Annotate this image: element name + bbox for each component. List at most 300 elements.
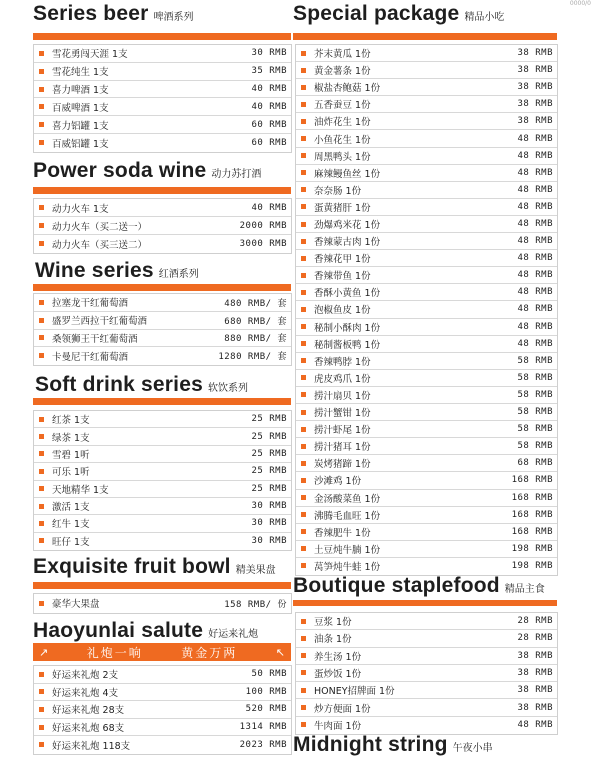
bullet-square-icon xyxy=(301,51,306,56)
item-price: 2000 RMB xyxy=(239,220,287,231)
menu-item xyxy=(34,45,291,63)
bullet-square-icon xyxy=(301,153,306,158)
menu-item xyxy=(296,233,557,250)
section-bar xyxy=(33,187,291,194)
item-name: 动力火车（买二送一） xyxy=(52,221,148,233)
bullet-square-icon xyxy=(39,725,44,730)
arrow-up-right-icon: ↗ xyxy=(39,645,49,659)
item-price: 880 RMB/ 套 xyxy=(224,334,287,345)
bullet-square-icon xyxy=(301,705,306,710)
bullet-square-icon xyxy=(301,85,306,90)
item-name: 桑领狮王干红葡萄酒 xyxy=(52,333,138,345)
menu-list-soft xyxy=(33,410,292,551)
item-name: 沙滩鸡 1份 xyxy=(314,476,362,488)
bullet-square-icon xyxy=(301,546,306,551)
item-name: 油条 1份 xyxy=(314,634,352,646)
bullet-square-icon xyxy=(301,256,306,261)
item-price: 1280 RMB/ 套 xyxy=(218,352,287,363)
bullet-square-icon xyxy=(301,478,306,483)
bullet-square-icon xyxy=(301,119,306,124)
item-price: 35 RMB xyxy=(251,66,287,77)
item-price: 38 RMB xyxy=(517,65,553,76)
bullet-square-icon xyxy=(301,392,306,397)
bullet-square-icon xyxy=(39,707,44,712)
bullet-square-icon xyxy=(39,69,44,74)
item-price: 58 RMB xyxy=(517,424,553,435)
item-name: 动力火车（买三送二） xyxy=(52,239,148,251)
item-price: 38 RMB xyxy=(517,650,553,661)
item-price: 158 RMB/ 份 xyxy=(224,599,287,610)
section-heading-wine xyxy=(35,259,199,283)
menu-list-staple xyxy=(295,612,558,735)
bullet-square-icon xyxy=(39,87,44,92)
bullet-square-icon xyxy=(39,601,44,606)
item-price: 40 RMB xyxy=(251,101,287,112)
arrow-up-left-icon: ↖ xyxy=(275,645,285,659)
bullet-square-icon xyxy=(301,512,306,517)
menu-item xyxy=(34,481,291,498)
item-name: 盛罗兰西拉干红葡萄酒 xyxy=(52,316,148,328)
corner-text: 0000/0 xyxy=(569,0,591,7)
item-name: 炒方便面 1份 xyxy=(314,703,371,715)
item-name: 激活 1支 xyxy=(52,502,90,514)
menu-item xyxy=(296,455,557,472)
item-price: 48 RMB xyxy=(517,184,553,195)
item-name: 香辣鸭脖 1份 xyxy=(314,356,371,368)
section-subtitle: 动力苏打酒 xyxy=(211,169,262,180)
menu-item xyxy=(34,312,291,330)
menu-item xyxy=(296,284,557,301)
bullet-square-icon xyxy=(301,722,306,727)
section-subtitle: 精品小吃 xyxy=(464,12,505,23)
item-price: 168 RMB xyxy=(511,475,553,486)
bullet-square-icon xyxy=(301,290,306,295)
section-subtitle: 午夜小串 xyxy=(452,743,493,754)
item-name: 红茶 1支 xyxy=(52,415,90,427)
item-price: 38 RMB xyxy=(517,82,553,93)
item-name: 蛋黄猪肝 1份 xyxy=(314,202,371,214)
item-price: 58 RMB xyxy=(517,355,553,366)
item-price: 48 RMB xyxy=(517,719,553,730)
item-name: 雪花勇闯天涯 1支 xyxy=(52,49,128,61)
menu-item xyxy=(34,99,291,117)
menu-list-beer xyxy=(33,44,292,153)
item-price: 58 RMB xyxy=(517,389,553,400)
menu-item xyxy=(296,267,557,284)
menu-item xyxy=(34,217,291,235)
bullet-square-icon xyxy=(301,653,306,658)
item-name: 香辣肥牛 1份 xyxy=(314,527,371,539)
item-price: 168 RMB xyxy=(511,492,553,503)
bullet-square-icon xyxy=(301,187,306,192)
item-price: 2023 RMB xyxy=(239,739,287,750)
menu-item xyxy=(296,165,557,182)
menu-item xyxy=(296,648,557,665)
item-price: 48 RMB xyxy=(517,201,553,212)
item-price: 48 RMB xyxy=(517,236,553,247)
bullet-square-icon xyxy=(301,636,306,641)
bullet-square-icon xyxy=(39,451,44,456)
menu-item xyxy=(296,682,557,699)
bullet-square-icon xyxy=(301,375,306,380)
bullet-square-icon xyxy=(39,205,44,210)
item-price: 58 RMB xyxy=(517,372,553,383)
bullet-square-icon xyxy=(39,504,44,509)
item-price: 38 RMB xyxy=(517,48,553,59)
menu-item xyxy=(296,216,557,233)
item-price: 48 RMB xyxy=(517,167,553,178)
item-name: 好运来礼炮 68支 xyxy=(52,723,125,735)
item-price: 25 RMB xyxy=(251,448,287,459)
item-name: 金汤酸菜鱼 1份 xyxy=(314,493,381,505)
bullet-square-icon xyxy=(39,486,44,491)
bullet-square-icon xyxy=(39,140,44,145)
bullet-square-icon xyxy=(301,358,306,363)
item-price: 40 RMB xyxy=(251,202,287,213)
bullet-square-icon xyxy=(39,241,44,246)
bullet-square-icon xyxy=(301,495,306,500)
bullet-square-icon xyxy=(301,204,306,209)
bullet-square-icon xyxy=(301,68,306,73)
item-price: 480 RMB/ 套 xyxy=(224,298,287,309)
item-name: 周黑鸭头 1份 xyxy=(314,151,371,163)
menu-item xyxy=(34,719,291,737)
menu-list-special xyxy=(295,44,558,576)
item-price: 30 RMB xyxy=(251,501,287,512)
item-name: 好运来礼炮 2支 xyxy=(52,670,119,682)
menu-item xyxy=(296,558,557,574)
item-name: 炭烤猪蹄 1份 xyxy=(314,459,371,471)
section-subtitle: 红酒系列 xyxy=(158,269,199,280)
bullet-square-icon xyxy=(301,619,306,624)
bullet-square-icon xyxy=(301,444,306,449)
item-price: 38 RMB xyxy=(517,702,553,713)
section-heading-staple xyxy=(293,574,545,598)
item-name: 香辣带鱼 1份 xyxy=(314,271,371,283)
item-name: 豪华大果盘 xyxy=(52,599,100,610)
bullet-square-icon xyxy=(301,307,306,312)
section-subtitle: 精品主食 xyxy=(504,584,545,595)
menu-item xyxy=(34,411,291,428)
bullet-square-icon xyxy=(301,170,306,175)
item-price: 25 RMB xyxy=(251,483,287,494)
item-name: 芥末黄瓜 1份 xyxy=(314,49,371,61)
section-heading-soft xyxy=(35,373,248,397)
bullet-square-icon xyxy=(301,410,306,415)
item-name: HONEY招牌面 1份 xyxy=(314,686,395,698)
item-name: 虎皮鸡爪 1份 xyxy=(314,373,371,385)
bullet-square-icon xyxy=(39,434,44,439)
item-name: 百威铝罐 1支 xyxy=(52,138,109,150)
item-name: 黄金薯条 1份 xyxy=(314,66,371,78)
item-price: 30 RMB xyxy=(251,48,287,59)
item-price: 25 RMB xyxy=(251,466,287,477)
menu-item xyxy=(296,96,557,113)
section-bar xyxy=(33,284,291,291)
bullet-square-icon xyxy=(301,529,306,534)
menu-item xyxy=(34,294,291,312)
bullet-square-icon xyxy=(301,670,306,675)
section-heading-salute xyxy=(33,619,258,643)
item-name: 绿茶 1支 xyxy=(52,432,90,444)
item-name: 牛肉面 1份 xyxy=(314,720,362,732)
menu-item xyxy=(296,62,557,79)
menu-item xyxy=(34,701,291,719)
section-title: Soft drink series xyxy=(35,373,203,396)
section-subtitle: 好运来礼炮 xyxy=(208,629,259,640)
menu-item xyxy=(34,81,291,99)
item-name: 莴笋炖牛蛙 1份 xyxy=(314,561,381,573)
item-name: 捞汁扇贝 1份 xyxy=(314,390,371,402)
menu-item xyxy=(296,319,557,336)
item-price: 40 RMB xyxy=(251,84,287,95)
bullet-square-icon xyxy=(301,563,306,568)
menu-item xyxy=(296,336,557,353)
bullet-square-icon xyxy=(39,122,44,127)
item-price: 100 RMB xyxy=(245,686,287,697)
menu-item xyxy=(296,130,557,147)
menu-item xyxy=(296,507,557,524)
section-title: Power soda wine xyxy=(33,159,207,182)
item-name: 雪碧 1听 xyxy=(52,449,90,461)
menu-item xyxy=(34,463,291,480)
menu-item xyxy=(296,613,557,630)
section-bar xyxy=(33,33,291,40)
item-price: 60 RMB xyxy=(251,119,287,130)
section-title: Wine series xyxy=(35,259,154,282)
menu-item xyxy=(296,250,557,267)
item-name: 卡曼尼干红葡萄酒 xyxy=(52,351,129,363)
item-name: 好运来礼炮 28支 xyxy=(52,705,125,717)
bullet-square-icon xyxy=(301,461,306,466)
menu-item xyxy=(296,353,557,370)
item-name: 喜力铝罐 1支 xyxy=(52,120,109,132)
banner-text-right: 黄金万两 xyxy=(181,645,238,660)
item-price: 38 RMB xyxy=(517,116,553,127)
item-price: 58 RMB xyxy=(517,407,553,418)
menu-item xyxy=(296,699,557,716)
item-name: 蛋炒饭 1份 xyxy=(314,668,362,680)
item-name: 好运来礼炮 4支 xyxy=(52,687,119,699)
section-bar xyxy=(33,398,291,405)
bullet-square-icon xyxy=(301,688,306,693)
menu-item xyxy=(34,199,291,217)
section-bar xyxy=(33,582,291,589)
menu-item xyxy=(34,498,291,515)
section-title: Boutique staplefood xyxy=(293,574,500,597)
section-bar xyxy=(293,600,557,606)
menu-item xyxy=(296,630,557,647)
bullet-square-icon xyxy=(39,417,44,422)
item-price: 48 RMB xyxy=(517,270,553,281)
menu-item xyxy=(34,330,291,348)
item-price: 48 RMB xyxy=(517,133,553,144)
menu-item xyxy=(296,404,557,421)
item-name: 泡椒鱼皮 1份 xyxy=(314,305,371,317)
menu-item xyxy=(296,301,557,318)
menu-list-soda xyxy=(33,198,292,254)
item-name: 秘制小酥肉 1份 xyxy=(314,322,381,334)
item-price: 168 RMB xyxy=(511,526,553,537)
section-subtitle: 精美果盘 xyxy=(235,565,276,576)
section-subtitle: 啤酒系列 xyxy=(153,12,194,23)
bullet-square-icon xyxy=(301,341,306,346)
menu-item xyxy=(34,666,291,684)
item-price: 30 RMB xyxy=(251,535,287,546)
item-price: 38 RMB xyxy=(517,685,553,696)
menu-item xyxy=(296,370,557,387)
menu-item xyxy=(34,428,291,445)
bullet-square-icon xyxy=(39,469,44,474)
item-price: 30 RMB xyxy=(251,518,287,529)
menu-item xyxy=(296,541,557,558)
item-price: 60 RMB xyxy=(251,137,287,148)
section-heading-fruit xyxy=(33,555,276,579)
menu-item xyxy=(296,182,557,199)
menu-item xyxy=(34,446,291,463)
bullet-square-icon xyxy=(39,521,44,526)
item-name: 秘制酱板鸭 1份 xyxy=(314,339,381,351)
item-price: 48 RMB xyxy=(517,287,553,298)
item-price: 48 RMB xyxy=(517,304,553,315)
menu-item xyxy=(296,717,557,733)
menu-item xyxy=(34,684,291,702)
item-name: 土豆炖牛腩 1份 xyxy=(314,544,381,556)
bullet-square-icon xyxy=(39,51,44,56)
item-price: 25 RMB xyxy=(251,431,287,442)
item-price: 198 RMB xyxy=(511,560,553,571)
item-price: 68 RMB xyxy=(517,458,553,469)
item-name: 可乐 1听 xyxy=(52,467,90,479)
menu-item xyxy=(296,45,557,62)
item-price: 38 RMB xyxy=(517,99,553,110)
item-price: 168 RMB xyxy=(511,509,553,520)
item-price: 48 RMB xyxy=(517,150,553,161)
menu-item xyxy=(296,524,557,541)
menu-item xyxy=(296,665,557,682)
bullet-square-icon xyxy=(39,335,44,340)
menu-item xyxy=(34,134,291,151)
item-name: 沸腾毛血旺 1份 xyxy=(314,510,381,522)
item-name: 麻辣鳗鱼丝 1份 xyxy=(314,168,381,180)
bullet-square-icon xyxy=(39,742,44,747)
item-name: 油炸花生 1份 xyxy=(314,117,371,129)
menu-item xyxy=(34,347,291,364)
item-name: 好运来礼炮 118支 xyxy=(52,740,131,752)
bullet-square-icon xyxy=(39,353,44,358)
section-title: Series beer xyxy=(33,2,149,25)
item-name: 奈奈肠 1份 xyxy=(314,185,362,197)
menu-item xyxy=(296,438,557,455)
item-price: 520 RMB xyxy=(245,704,287,715)
item-name: 旺仔 1支 xyxy=(52,536,90,548)
bullet-square-icon xyxy=(301,324,306,329)
item-price: 25 RMB xyxy=(251,414,287,425)
section-subtitle: 软饮系列 xyxy=(207,383,248,394)
section-title: Special package xyxy=(293,2,460,25)
section-title: Exquisite fruit bowl xyxy=(33,555,231,578)
item-name: 五香蚕豆 1份 xyxy=(314,100,371,112)
section-heading-beer xyxy=(33,2,193,26)
bullet-square-icon xyxy=(39,223,44,228)
menu-item xyxy=(296,387,557,404)
item-name: 捞汁虾尾 1份 xyxy=(314,425,371,437)
bullet-square-icon xyxy=(301,222,306,227)
item-name: 香辣蒙古肉 1份 xyxy=(314,237,381,249)
menu-item xyxy=(34,63,291,81)
bullet-square-icon xyxy=(39,672,44,677)
bullet-square-icon xyxy=(39,300,44,305)
salute-banner xyxy=(33,643,291,661)
bullet-square-icon xyxy=(301,239,306,244)
item-name: 豆浆 1份 xyxy=(314,617,352,629)
menu-item xyxy=(296,490,557,507)
item-name: 红牛 1支 xyxy=(52,519,90,531)
menu-item xyxy=(296,79,557,96)
bullet-square-icon xyxy=(39,318,44,323)
item-name: 养生汤 1份 xyxy=(314,651,362,663)
menu-item xyxy=(296,113,557,130)
item-price: 48 RMB xyxy=(517,338,553,349)
item-name: 拉塞龙干红葡萄酒 xyxy=(52,298,129,310)
item-price: 1314 RMB xyxy=(239,722,287,733)
menu-list-fruit xyxy=(33,593,292,614)
section-title: Midnight string xyxy=(293,733,448,756)
item-price: 48 RMB xyxy=(517,321,553,332)
menu-item xyxy=(296,472,557,489)
item-price: 198 RMB xyxy=(511,543,553,554)
bullet-square-icon xyxy=(301,273,306,278)
section-title: Haoyunlai salute xyxy=(33,619,204,642)
section-heading-soda xyxy=(33,159,261,183)
item-price: 48 RMB xyxy=(517,253,553,264)
banner-text-left: 礼炮一响 xyxy=(86,645,143,660)
menu-item xyxy=(34,533,291,549)
bullet-square-icon xyxy=(39,104,44,109)
bullet-square-icon xyxy=(301,136,306,141)
item-price: 38 RMB xyxy=(517,667,553,678)
item-name: 劲爆鸡米花 1份 xyxy=(314,220,381,231)
item-name: 动力火车 1支 xyxy=(52,203,109,215)
item-price: 58 RMB xyxy=(517,441,553,452)
item-name: 香辣花甲 1份 xyxy=(314,254,371,266)
item-price: 50 RMB xyxy=(251,669,287,680)
bullet-square-icon xyxy=(301,427,306,432)
section-bar xyxy=(293,33,557,40)
menu-item xyxy=(296,421,557,438)
item-name: 雪花纯生 1支 xyxy=(52,67,109,79)
section-heading-special xyxy=(293,2,504,26)
item-price: 28 RMB xyxy=(517,633,553,644)
menu-item xyxy=(34,736,291,753)
menu-item xyxy=(34,594,291,612)
item-price: 3000 RMB xyxy=(239,238,287,249)
bullet-square-icon xyxy=(301,102,306,107)
item-name: 椒盐杏鲍菇 1份 xyxy=(314,83,381,95)
menu-item xyxy=(34,515,291,532)
menu-list-salute xyxy=(33,665,292,755)
item-name: 百威啤酒 1支 xyxy=(52,102,109,114)
item-name: 捞汁猪耳 1份 xyxy=(314,442,371,454)
item-price: 28 RMB xyxy=(517,616,553,627)
item-price: 680 RMB/ 套 xyxy=(224,316,287,327)
section-heading-midnight xyxy=(293,733,493,757)
item-name: 小鱼花生 1份 xyxy=(314,134,371,146)
item-name: 喜力啤酒 1支 xyxy=(52,85,109,97)
menu-item xyxy=(296,148,557,165)
bullet-square-icon xyxy=(39,538,44,543)
menu-item xyxy=(34,116,291,134)
